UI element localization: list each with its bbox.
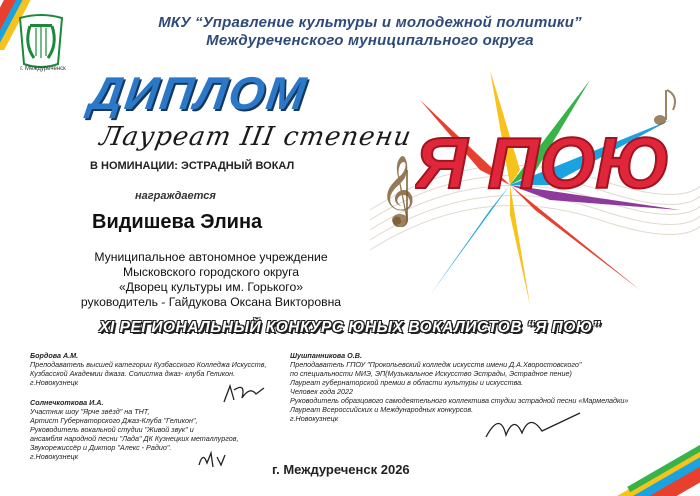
awarded-label: награждается — [135, 190, 216, 202]
juror-name: Шушпанникова О.В. — [290, 351, 362, 360]
juror-name: Бордова А.М. — [30, 351, 79, 360]
signature-2 — [195, 447, 235, 473]
ya-poyu-logo — [415, 120, 695, 210]
juror-line: Лауреат Всероссийских и Международных конкурсов. — [290, 405, 474, 414]
ya-poyu-logo-text: Я ПОЮ — [415, 124, 671, 204]
recipient-name: Видишева Элина — [92, 211, 263, 233]
juror-line: г.Новокузнецк — [290, 414, 339, 423]
lyre-emblem-icon — [10, 10, 72, 72]
juror-line: г.Новокузнецк — [30, 378, 79, 387]
juror-line: Руководитель вокальной студии "Живой звук" и — [30, 425, 194, 434]
juror-line: по специальности МИЭ, ЭП(Музыкальное Искусство Эстрады, Эстрадное пение) — [290, 369, 572, 378]
juror-line: Человек года 2022 — [290, 387, 354, 396]
signature-3 — [480, 405, 590, 450]
institution-block — [66, 250, 356, 310]
laureate-degree: Лауреат III степени — [97, 122, 415, 152]
organization-line-1: МКУ “Управление культуры и молодежной политики” — [158, 14, 582, 31]
juror-line: Участник шоу "Ярче звёзд" на ТНТ, — [30, 407, 150, 416]
juror-line: Преподаватель высшей категории Кузбасского Колледжа Искусств, — [30, 360, 267, 369]
signature-1 — [220, 380, 270, 410]
logo-caption: г. Междуреченск — [20, 66, 66, 72]
institution-line: Муниципальное автономное учреждение — [94, 250, 328, 264]
institution-line: «Дворец культуры им. Горького» — [118, 280, 304, 294]
juror-line: ансамбля народной песни "Лада" ДК Кузнецких металлургов, — [30, 434, 239, 443]
organization-header — [90, 14, 650, 50]
nomination: В НОМИНАЦИИ: ЭСТРАДНЫЙ ВОКАЛ — [90, 160, 295, 172]
city-year: г. Междуреченск 2026 — [272, 462, 410, 477]
contest-title: XI РЕГИОНАЛЬНЫЙ КОНКУРС ЮНЫХ ВОКАЛИСТОВ “Я ПОЮ” — [99, 319, 601, 336]
treble-clef-icon: 𝄞 — [380, 155, 416, 225]
juror-name: Солнечкоткова И.А. — [30, 398, 104, 407]
institution-line: руководитель - Гайдукова Оксана Викторовна — [80, 295, 342, 309]
juror-line: Преподаватель ГПОУ "Прокопьевский колледж искусств имени Д.А.Хворостовского" — [290, 360, 582, 369]
juror-line: Лауреат губернаторской премии в области культуры и искусства. — [290, 378, 524, 387]
juror-line: Артист Губернаторского Джаз-Клуба "Геликон", — [30, 416, 198, 425]
juror-line: Кузбасской Академии джаза. Солистка джаз- клуба Геликон. — [30, 369, 236, 378]
juror-line: г.Новокузнецк — [30, 452, 79, 461]
institution-line: Мысковского городского округа — [122, 265, 300, 279]
diploma-title: ДИПЛОМ — [86, 67, 311, 119]
juror-line: Руководитель образцового самодеятельного коллектива студии эстрадной песни «Мармеладки» — [290, 396, 629, 405]
organization-line-2: Междуреченского муниципального округа — [206, 32, 534, 49]
juror-line: Звукорежиссёр и Диктор "Алекс - Радио". — [30, 443, 172, 452]
